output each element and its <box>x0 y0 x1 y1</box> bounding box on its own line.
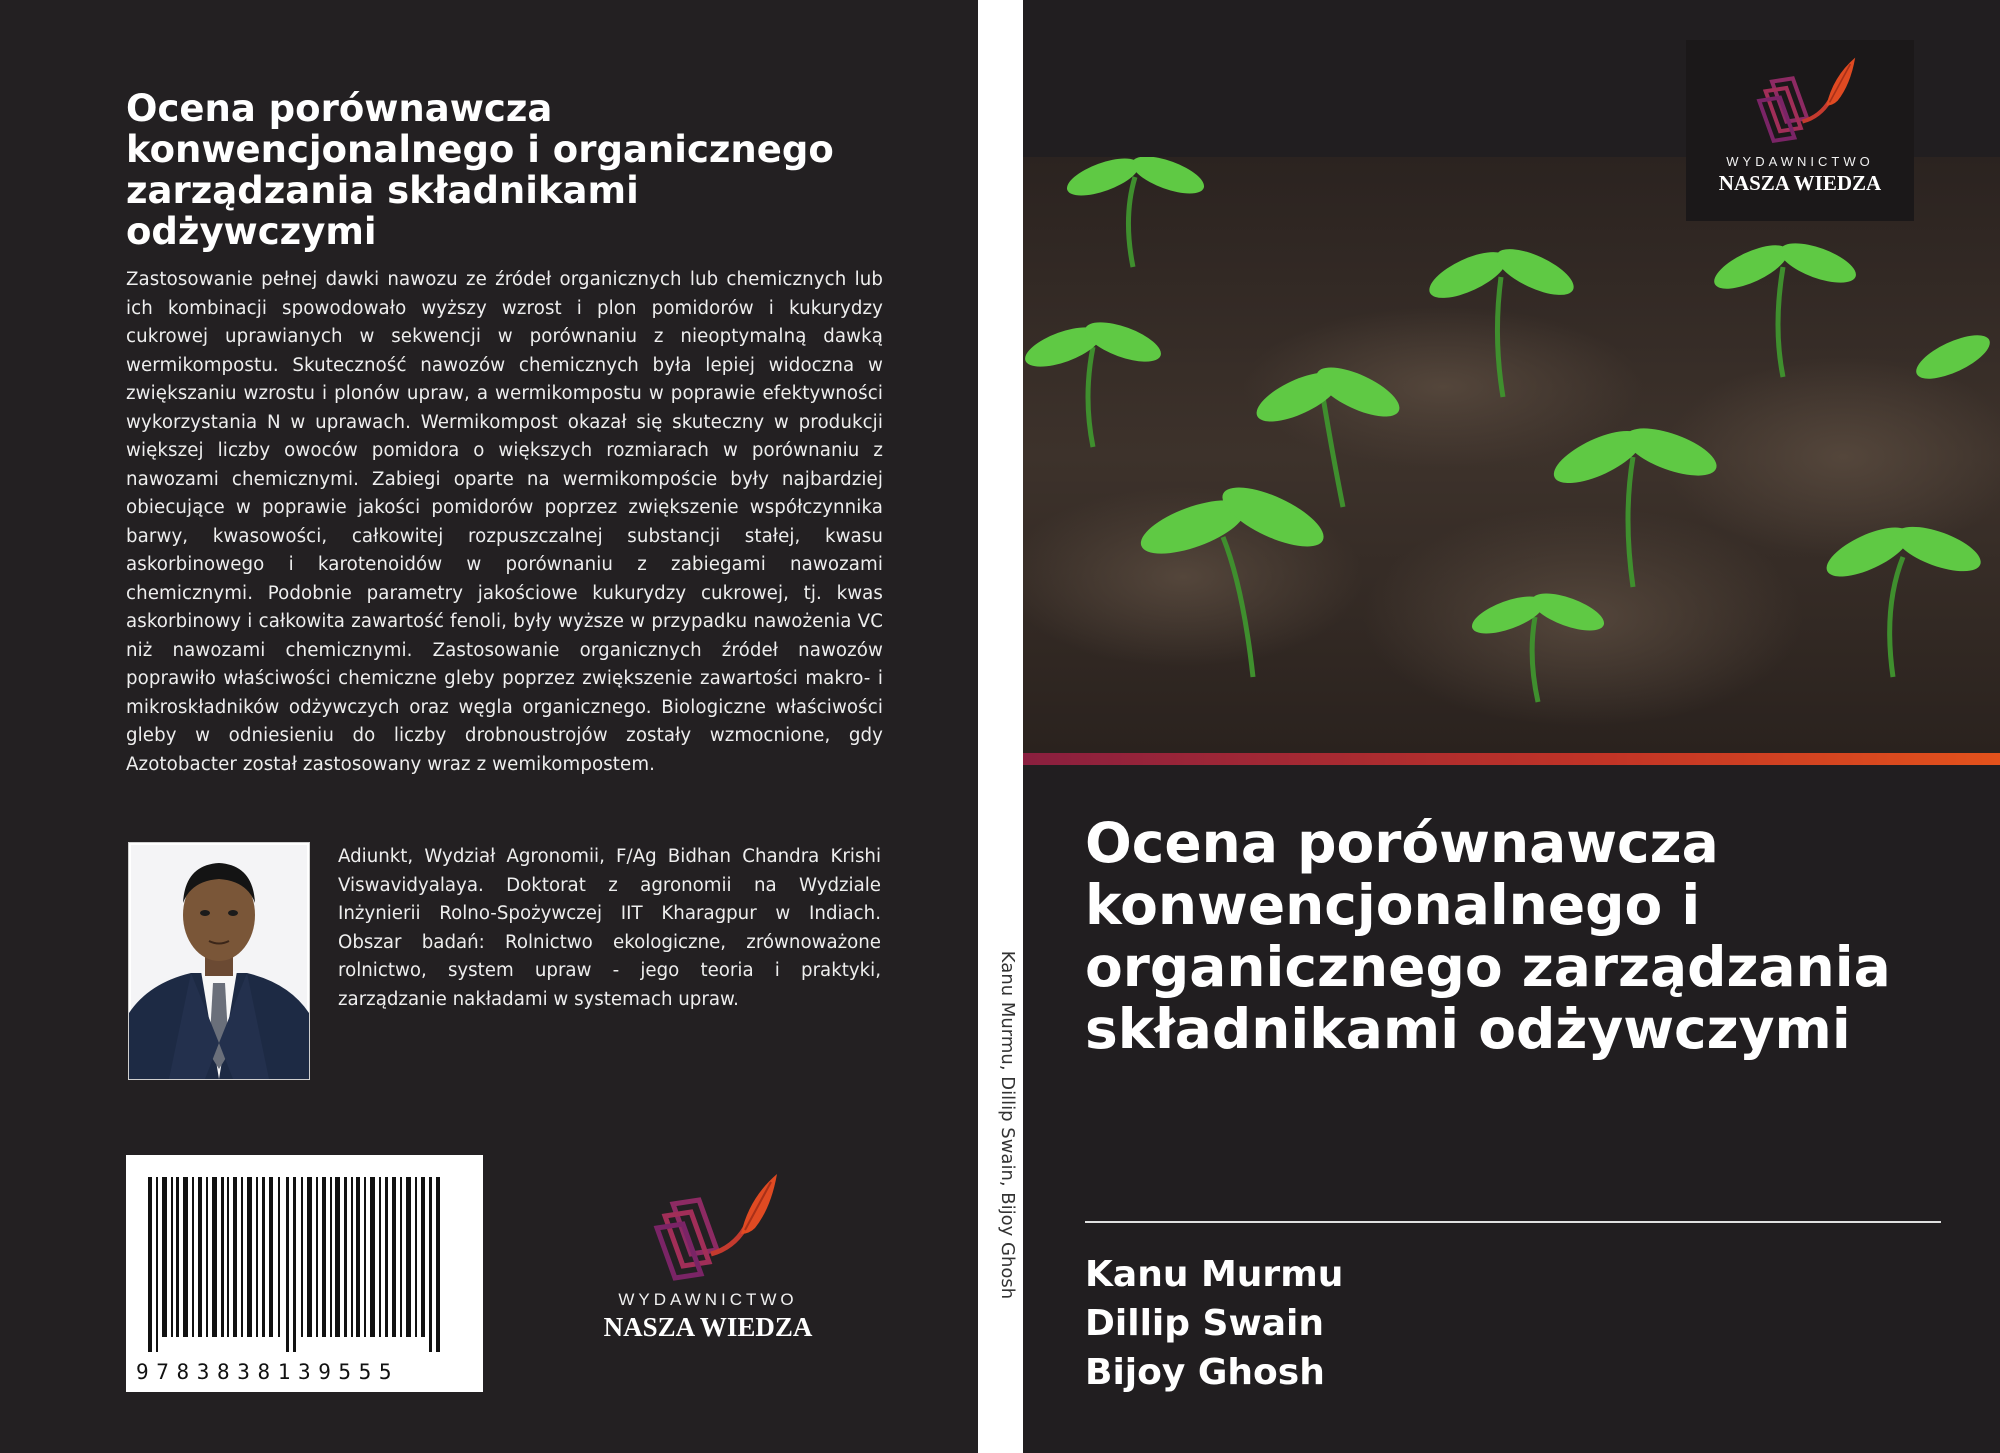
author-name: Dillip Swain <box>1085 1303 1324 1344</box>
author-bio: Adiunkt, Wydział Agronomii, F/Ag Bidhan Chandra Krishi Viswavidyalaya. Doktorat z agronomii na Wydziale Inżynierii Rolno-Spożywczej IIT Kharagpur w Indiach. Obszar badań: Rolnictwo ekologiczne, zrównoważone rolnictwo, system upraw - jego teoria i praktyki, zarządzanie nakładami w systemach upraw. <box>338 846 881 1010</box>
seedlings-image <box>1023 157 2000 755</box>
back-cover-blurb: Zastosowanie pełnej dawki nawozu ze źródeł organicznych lub chemicznych lub ich kombinacji spowodowało wyższy wzrost i plon pomidorów i kukurydzy cukrowej uprawianych w sekwencji w porównaniu z nieoptymalną dawką wermikompostu. Skuteczność nawozów chemicznych była lepiej widoczna w zwiększaniu wzrostu i plonów upraw, a wermikompostu w poprawie efektywności wykorzystania N w uprawach. Wermikompost okazał się skuteczny w produkcji większej liczby owoców pomidora o większych rozmiarach w porównaniu z nawozami chemicznymi. Zabiegi oparte na wermikompoście były najbardziej obiecujące w poprawie jakości pomidorów poprzez zwiększenie współczynnika barwy, kwasowości, całkowitej rozpuszczalnej substancji stałej, kwasu askorbinowego i karotenoidów w porównaniu z zabiegami nawozami chemicznymi. Podobnie parametry jakościowe kukurydzy cukrowej, tj. kwas askorbinowy i całkowita zawartość fenoli, były wyższe w przypadku nawożenia VC niż nawozami chemicznymi. Zastosowanie organicznych źródeł nawozów poprawiło właściwości chemiczne gleby poprzez zwiększenie zawartości makro- i mikroskładników odżywczych oraz węgla organicznego. Biologiczne właściwości gleby w odniesieniu do liczby drobnoustrojów zostały wzmocnione, gdy Azotobacter został zastosowany wraz z wemikompostem. <box>126 269 883 775</box>
front-publisher-logo <box>1686 52 1914 196</box>
book-quill-icon <box>633 1168 783 1286</box>
logo-line-nasza-wiedza: NASZA WIEDZA <box>603 1312 813 1342</box>
seedlings-photo <box>1023 157 2000 755</box>
back-cover-title: Ocena porównawcza konwencjonalnego i organicznego zarządzania składnikami odżywczymi <box>126 87 834 253</box>
back-cover <box>0 0 978 1453</box>
author-name: Bijoy Ghosh <box>1085 1352 1325 1393</box>
back-publisher-logo <box>588 1168 828 1343</box>
author-portrait-image <box>129 843 309 1079</box>
author-name: Kanu Murmu <box>1085 1254 1344 1295</box>
isbn-barcode <box>126 1155 483 1392</box>
logo-line-wydawnictwo: WYDAWNICTWO <box>618 1290 798 1309</box>
spine-authors: Kanu Murmu, Dillip Swain, Bijoy Ghosh <box>997 950 1018 1300</box>
accent-stripe <box>1023 753 2000 765</box>
barcode-bars <box>126 1155 483 1392</box>
author-photo <box>128 842 310 1080</box>
book-quill-icon <box>1740 52 1860 148</box>
logo-line-wydawnictwo: WYDAWNICTWO <box>1726 154 1874 169</box>
front-cover <box>1023 0 2000 1453</box>
logo-line-nasza-wiedza: NASZA WIEDZA <box>1718 171 1882 195</box>
title-divider <box>1085 1221 1941 1223</box>
author-list <box>1085 1250 1343 1397</box>
isbn-number: 9783838139555 <box>136 1360 400 1384</box>
front-cover-title: Ocena porównawcza konwencjonalnego i organicznego zarządzania składnikami odżywczymi <box>1085 811 1891 1061</box>
